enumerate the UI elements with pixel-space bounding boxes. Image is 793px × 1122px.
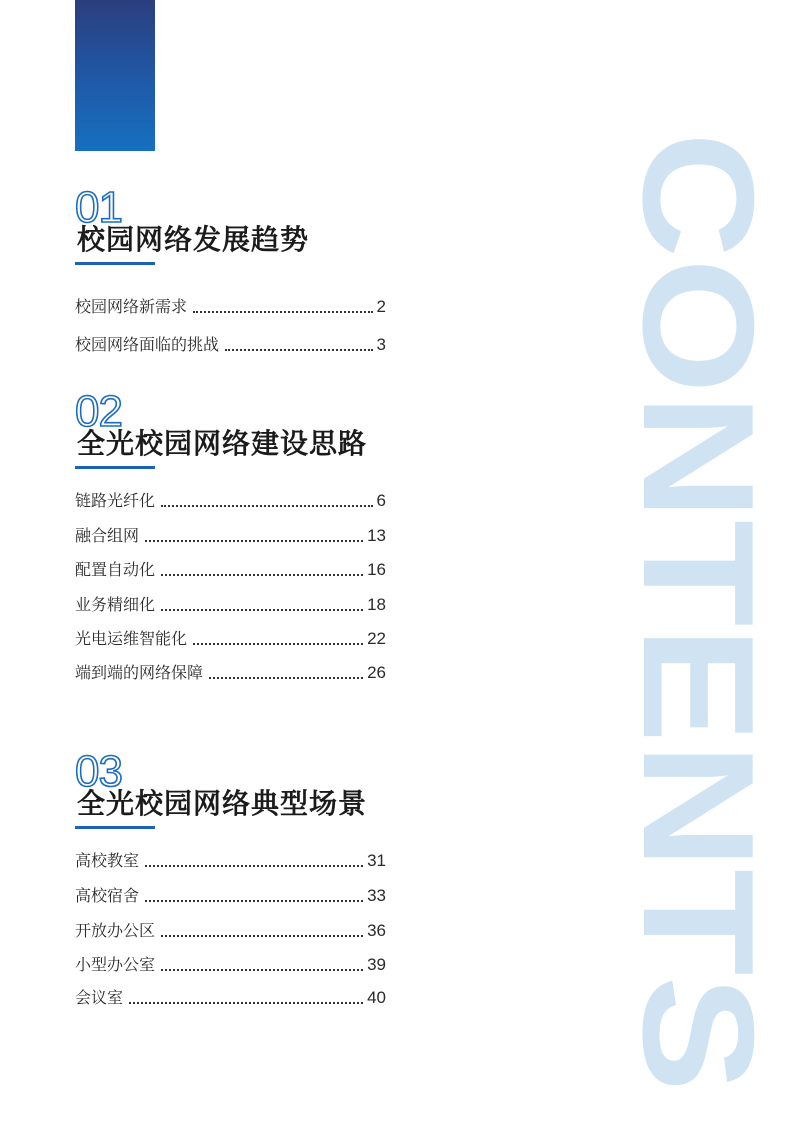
toc-label: 开放办公区 bbox=[75, 921, 156, 940]
toc-item[interactable] bbox=[75, 592, 386, 616]
contents-vertical-word bbox=[610, 132, 786, 1092]
toc-leader-dots bbox=[161, 969, 363, 971]
toc-item[interactable] bbox=[75, 294, 386, 318]
section-number: 02 bbox=[75, 387, 122, 436]
toc-leader-dots bbox=[193, 311, 373, 313]
toc-leader-dots bbox=[145, 865, 363, 867]
toc-item[interactable] bbox=[75, 488, 386, 512]
toc-label: 端到端的网络保障 bbox=[75, 663, 204, 682]
toc-page-number: 33 bbox=[367, 886, 386, 905]
toc-page-number: 3 bbox=[376, 335, 386, 354]
toc-page-number: 18 bbox=[367, 595, 386, 614]
toc-label: 配置自动化 bbox=[75, 560, 156, 579]
section-number: 03 bbox=[75, 747, 122, 796]
toc-leader-dots bbox=[225, 349, 373, 351]
section-underline bbox=[75, 826, 155, 829]
toc-label: 光电运维智能化 bbox=[75, 629, 188, 648]
toc-label: 小型办公室 bbox=[75, 955, 156, 974]
toc-item[interactable] bbox=[75, 557, 386, 581]
toc-page-number: 22 bbox=[367, 629, 386, 648]
toc-label: 校园网络面临的挑战 bbox=[75, 335, 220, 354]
toc-leader-dots bbox=[161, 505, 373, 507]
toc-page-number: 16 bbox=[367, 560, 386, 579]
toc-leader-dots bbox=[161, 574, 363, 576]
toc-leader-dots bbox=[129, 1002, 363, 1004]
section-title: 全光校园网络典型场景 bbox=[77, 787, 368, 820]
toc-leader-dots bbox=[161, 609, 363, 611]
section-title: 全光校园网络建设思路 bbox=[77, 427, 368, 460]
toc-leader-dots bbox=[209, 677, 363, 679]
toc-item[interactable] bbox=[75, 523, 386, 547]
toc-item[interactable] bbox=[75, 660, 386, 684]
toc-item[interactable] bbox=[75, 985, 386, 1009]
toc-label: 高校教室 bbox=[75, 851, 140, 870]
toc-page-number: 26 bbox=[367, 663, 386, 682]
toc-label: 高校宿舍 bbox=[75, 886, 140, 905]
toc-item[interactable] bbox=[75, 332, 386, 356]
toc-item[interactable] bbox=[75, 918, 386, 942]
toc-label: 融合组网 bbox=[75, 526, 140, 545]
toc-item[interactable] bbox=[75, 952, 386, 976]
toc-page-number: 6 bbox=[376, 491, 386, 510]
toc-item[interactable] bbox=[75, 848, 386, 872]
toc-label: 会议室 bbox=[75, 988, 124, 1007]
toc-page-number: 13 bbox=[367, 526, 386, 545]
toc-page-number: 40 bbox=[367, 988, 386, 1007]
toc-item[interactable] bbox=[75, 883, 386, 907]
section-underline bbox=[75, 466, 155, 469]
contents-word-text: CONTENTS bbox=[610, 132, 786, 1001]
toc-page-number: 36 bbox=[367, 921, 386, 940]
toc-page-number: 2 bbox=[376, 297, 386, 316]
section-title: 校园网络发展趋势 bbox=[77, 223, 310, 256]
toc-label: 校园网络新需求 bbox=[75, 297, 188, 316]
toc-leader-dots bbox=[161, 935, 363, 937]
section-number: 01 bbox=[75, 183, 122, 232]
toc-label: 业务精细化 bbox=[75, 595, 156, 614]
toc-page-number: 39 bbox=[367, 955, 386, 974]
toc-label: 链路光纤化 bbox=[75, 491, 156, 510]
toc-leader-dots bbox=[145, 540, 363, 542]
header-color-block bbox=[75, 0, 155, 151]
toc-page-number: 31 bbox=[367, 851, 386, 870]
toc-item[interactable] bbox=[75, 626, 386, 650]
toc-leader-dots bbox=[193, 643, 363, 645]
section-underline bbox=[75, 262, 155, 265]
toc-leader-dots bbox=[145, 900, 363, 902]
